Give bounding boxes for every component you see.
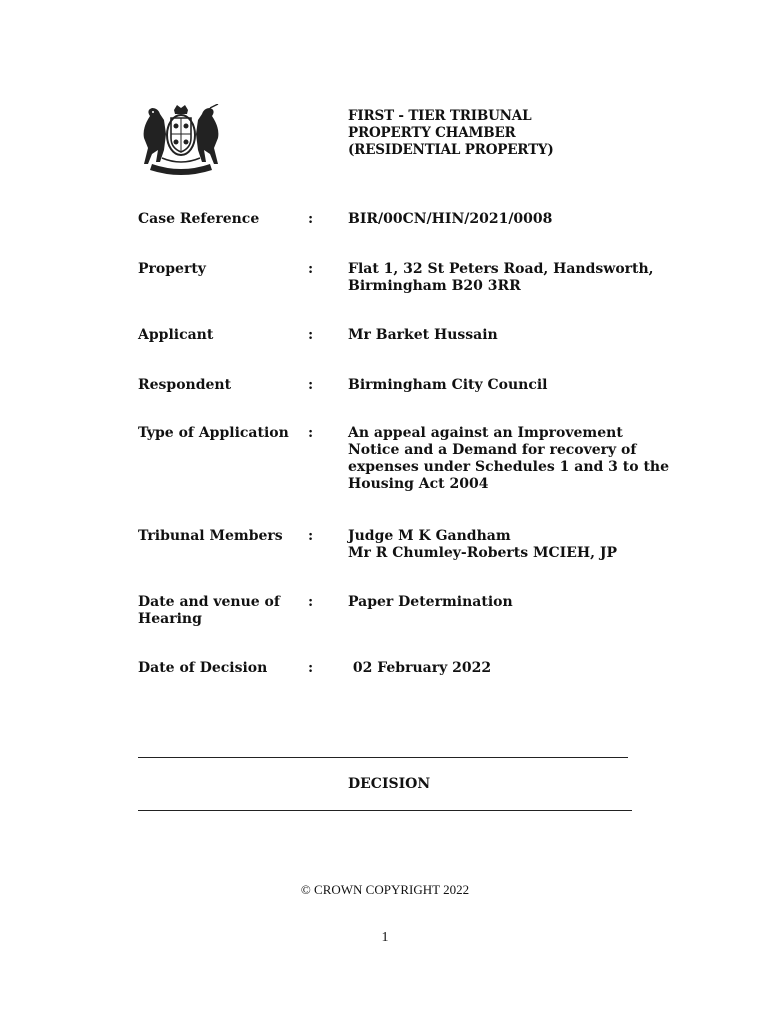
value-line: Judge M K Gandham [348, 528, 511, 544]
field-value [348, 528, 648, 562]
field-value [348, 660, 648, 677]
page-number: 1 [381, 930, 389, 945]
divider-bottom [138, 810, 632, 811]
value-line: Mr R Chumley-Roberts MCIEH, JP [348, 545, 617, 561]
field-label: Respondent [138, 377, 232, 393]
field-label: Date and venue of Hearing [138, 594, 280, 627]
tribunal-heading [348, 108, 554, 159]
value-line: Housing Act 2004 [348, 476, 489, 492]
heading-line-3: (RESIDENTIAL PROPERTY) [348, 142, 554, 158]
heading-line-1: FIRST - TIER TRIBUNAL [348, 108, 532, 124]
field-colon: : [308, 425, 314, 441]
value-line: Paper Determination [348, 594, 513, 610]
field-label: Property [138, 261, 206, 277]
value-line: Birmingham B20 3RR [348, 278, 521, 294]
field-colon: : [308, 261, 314, 277]
field-label: Type of Application [138, 425, 289, 441]
field-colon: : [308, 594, 314, 610]
field-colon: : [308, 660, 314, 676]
value-line: An appeal against an Improvement [348, 425, 623, 441]
field-colon: : [308, 327, 314, 343]
field-colon: : [308, 211, 314, 227]
field-value [348, 211, 648, 228]
divider-top [138, 757, 628, 758]
field-label: Date of Decision [138, 660, 268, 676]
field-label: Case Reference [138, 211, 260, 227]
value-line: Flat 1, 32 St Peters Road, Handsworth, [348, 261, 654, 277]
field-value [348, 594, 648, 611]
value-line: 02 February 2022 [348, 660, 492, 676]
heading-line-2: PROPERTY CHAMBER [348, 125, 516, 141]
field-value [348, 425, 670, 493]
field-value [348, 261, 654, 295]
value-line: Birmingham City Council [348, 377, 548, 393]
field-label: Tribunal Members [138, 528, 283, 544]
field-value [348, 377, 648, 394]
field-value [348, 327, 648, 344]
royal-coat-of-arms-icon [138, 104, 224, 178]
value-line: expenses under Schedules 1 and 3 to the [348, 459, 670, 475]
field-label: Applicant [138, 327, 214, 343]
value-line: Mr Barket Hussain [348, 327, 498, 343]
field-colon: : [308, 377, 314, 393]
decision-title: DECISION [348, 776, 431, 792]
value-line: BIR/00CN/HIN/2021/0008 [348, 211, 553, 227]
copyright-notice: © CROWN COPYRIGHT 2022 [300, 882, 470, 897]
field-colon: : [308, 528, 314, 544]
value-line: Notice and a Demand for recovery of [348, 442, 637, 458]
